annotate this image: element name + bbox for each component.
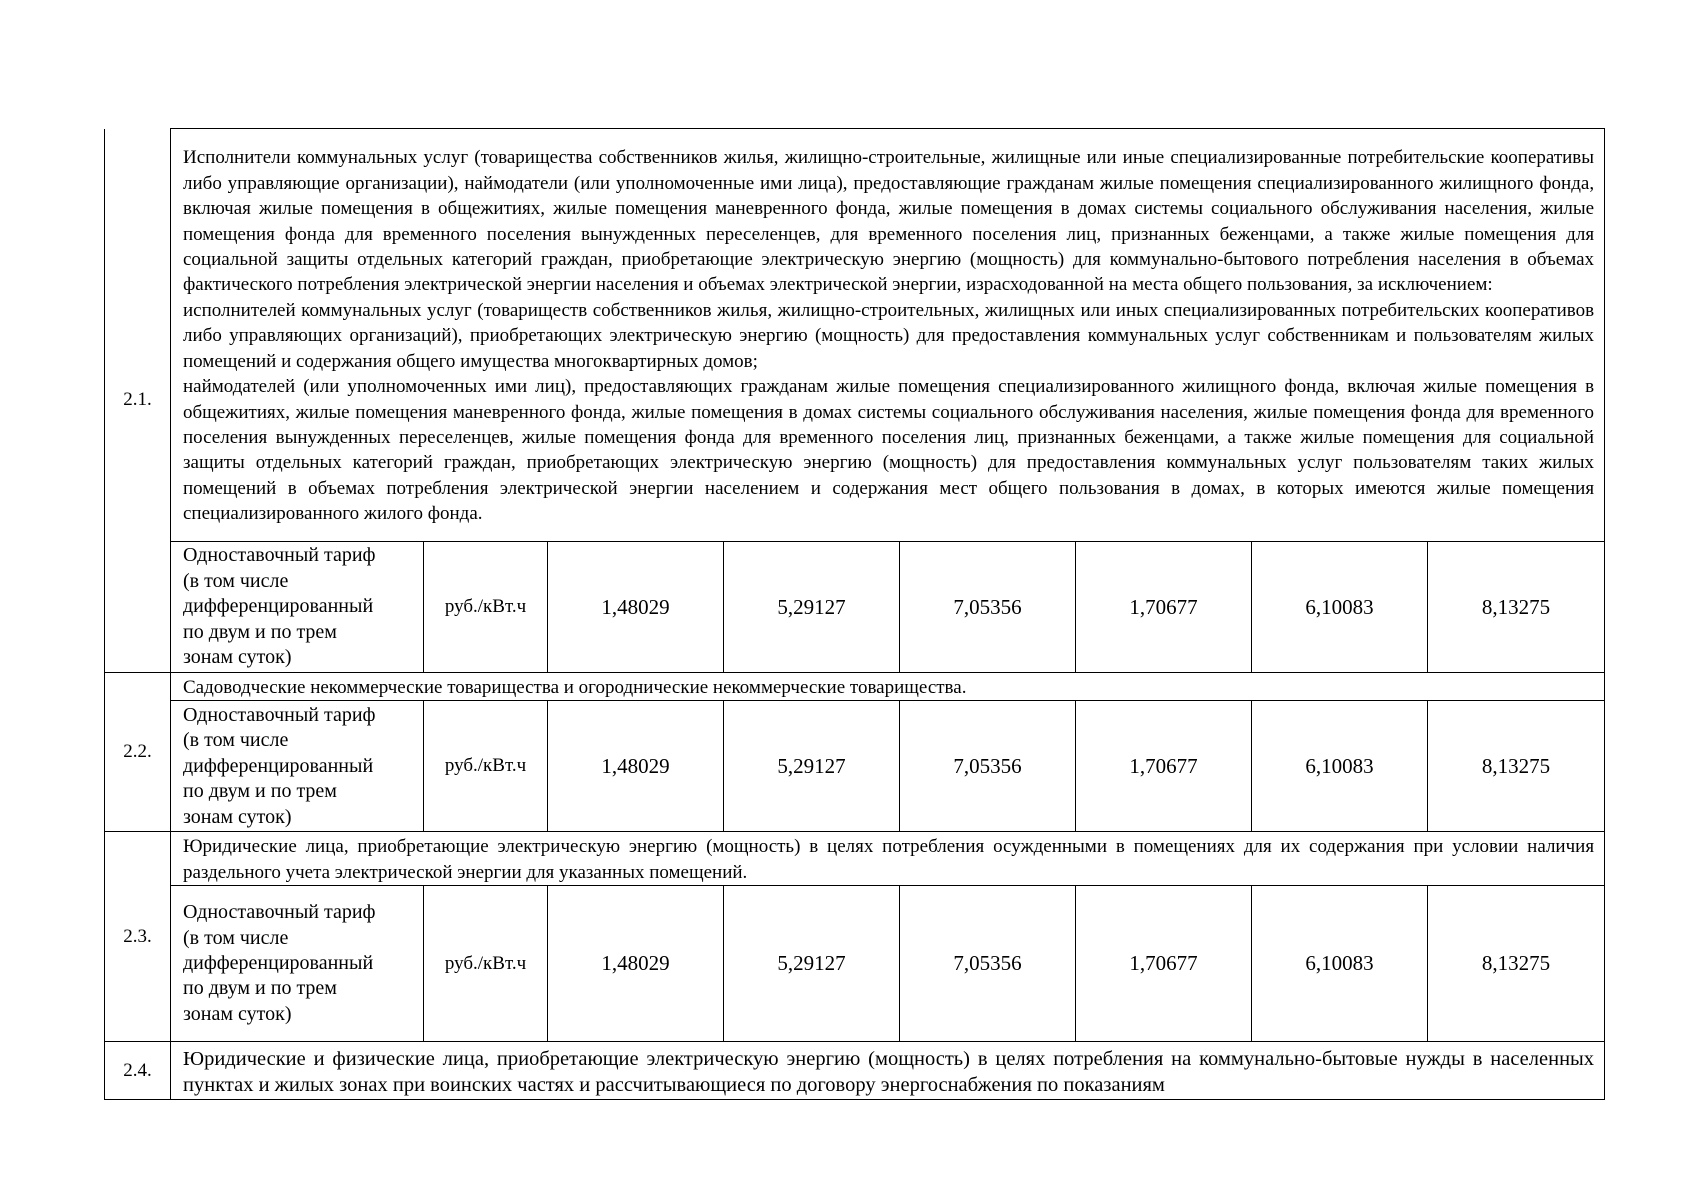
tariff-value: 1,70677	[1076, 886, 1252, 1042]
tariff-name-line: Одноставочный тариф	[183, 544, 376, 567]
tariff-row	[105, 701, 1605, 832]
tariff-name-line: дифференцированный	[183, 595, 374, 618]
tariff-unit: руб./кВт.ч	[424, 542, 548, 673]
tariff-value: 5,29127	[724, 542, 900, 673]
tariff-name-line: дифференцированный	[183, 754, 374, 777]
section-row	[105, 129, 1605, 542]
tariff-name	[171, 701, 424, 832]
description-paragraph: Исполнители коммунальных услуг (товарищества собственников жилья, жилищно-строительные, жилищные или иные специализированные потребительские кооперативы либо управляющие организации), наймодатели (или уполномоченные ими лица), предоставляющие гражданам жилые помещения специализированного жилищного фонда, включая жилые помещения в общежитиях, жилые помещения маневренного фонда, жилые помещения в домах системы социального обслуживания населения, жилые помещения фонда для временного поселения вынужденных переселенцев, для временного поселения лиц, признанных беженцами, а также жилые помещения для социальной защиты отдельных категорий граждан, приобретающие электрическую энергию (мощность) для коммунально-бытового потребления населения в объемах фактического потребления электрической энергии населения и объемах электрической энергии, израсходованной на места общего пользования, за исключением:	[183, 147, 1595, 296]
section-row	[105, 832, 1605, 886]
tariff-name-line: зонам суток)	[183, 1002, 292, 1025]
tariff-name-line: Одноставочный тариф	[183, 703, 376, 726]
section-row	[105, 1042, 1605, 1100]
tariff-value: 7,05356	[900, 542, 1076, 673]
tariff-value: 8,13275	[1428, 886, 1605, 1042]
category-description: Садоводческие некоммерческие товарищества и огороднические некоммерческие товарищества.	[171, 673, 1605, 701]
tariff-name-line: по двум и по трем	[183, 620, 337, 643]
tariff-name-line: (в том числе	[183, 729, 289, 752]
row-number: 2.2.	[105, 673, 171, 832]
tariff-name-line: дифференцированный	[183, 952, 374, 975]
tariff-name-line: Одноставочный тариф	[183, 901, 376, 924]
tariff-name-line: по двум и по трем	[183, 780, 337, 803]
tariff-value: 6,10083	[1252, 542, 1428, 673]
row-number: 2.3.	[105, 832, 171, 1042]
tariff-name-line: (в том числе	[183, 926, 289, 949]
tariff-name-line: (в том числе	[183, 569, 289, 592]
tariff-unit: руб./кВт.ч	[424, 701, 548, 832]
tariff-value: 8,13275	[1428, 701, 1605, 832]
tariff-value: 7,05356	[900, 886, 1076, 1042]
tariff-value: 1,48029	[548, 701, 724, 832]
tariff-value: 8,13275	[1428, 542, 1605, 673]
category-description: Юридические лица, приобретающие электрическую энергию (мощность) в целях потребления осужденными в помещениях для их содержания при условии наличия раздельного учета электрической энергии для указанных помещений.	[171, 832, 1605, 886]
tariff-table	[104, 128, 1605, 1100]
description-paragraph: исполнителей коммунальных услуг (товариществ собственников жилья, жилищно-строительных, жилищных или иных специализированных потребительских кооперативов либо управляющих организаций), приобретающих электрическую энергию (мощность) для предоставления коммунальных услуг собственникам и пользователям жилых помещений и содержания общего имущества многоквартирных домов;	[183, 299, 1595, 372]
tariff-name	[171, 542, 424, 673]
tariff-unit: руб./кВт.ч	[424, 886, 548, 1042]
tariff-value: 1,70677	[1076, 542, 1252, 673]
category-description: Юридические и физические лица, приобретающие электрическую энергию (мощность) в целях потребления на коммунально-бытовые нужды в населенных пунктах и жилых зонах при воинских частях и рассчитывающиеся по договору энергоснабжения по показаниям	[171, 1042, 1605, 1100]
tariff-name	[171, 886, 424, 1042]
tariff-value: 7,05356	[900, 701, 1076, 832]
tariff-value: 6,10083	[1252, 701, 1428, 832]
tariff-name-line: по двум и по трем	[183, 977, 337, 1000]
row-number: 2.1.	[105, 129, 171, 673]
tariff-value: 5,29127	[724, 886, 900, 1042]
row-number: 2.4.	[105, 1042, 171, 1100]
tariff-value: 1,70677	[1076, 701, 1252, 832]
section-row	[105, 673, 1605, 701]
tariff-value: 1,48029	[548, 542, 724, 673]
tariff-value: 6,10083	[1252, 886, 1428, 1042]
tariff-row	[105, 542, 1605, 673]
tariff-value: 5,29127	[724, 701, 900, 832]
tariff-name-line: зонам суток)	[183, 805, 292, 828]
description-paragraph: наймодателей (или уполномоченных ими лиц), предоставляющих гражданам жилые помещения специализированного жилищного фонда, включая жилые помещения в общежитиях, жилые помещения маневренного фонда, жилые помещения в домах системы социального обслуживания населения, жилые помещения фонда для временного поселения вынужденных переселенцев, жилые помещения фонда для временного поселения лиц, признанных беженцами, а также жилые помещения для социальной защиты отдельных категорий граждан, приобретающих электрическую энергию (мощность) для предоставления коммунальных услуг пользователям таких жилых помещений в объемах потребления электрической энергии населением и содержания мест общего пользования в домах, в которых имеются жилые помещения специализированного жилого фонда.	[183, 376, 1595, 525]
tariff-row	[105, 886, 1605, 1042]
tariff-name-line: зонам суток)	[183, 646, 292, 669]
category-description	[171, 129, 1605, 542]
tariff-value: 1,48029	[548, 886, 724, 1042]
